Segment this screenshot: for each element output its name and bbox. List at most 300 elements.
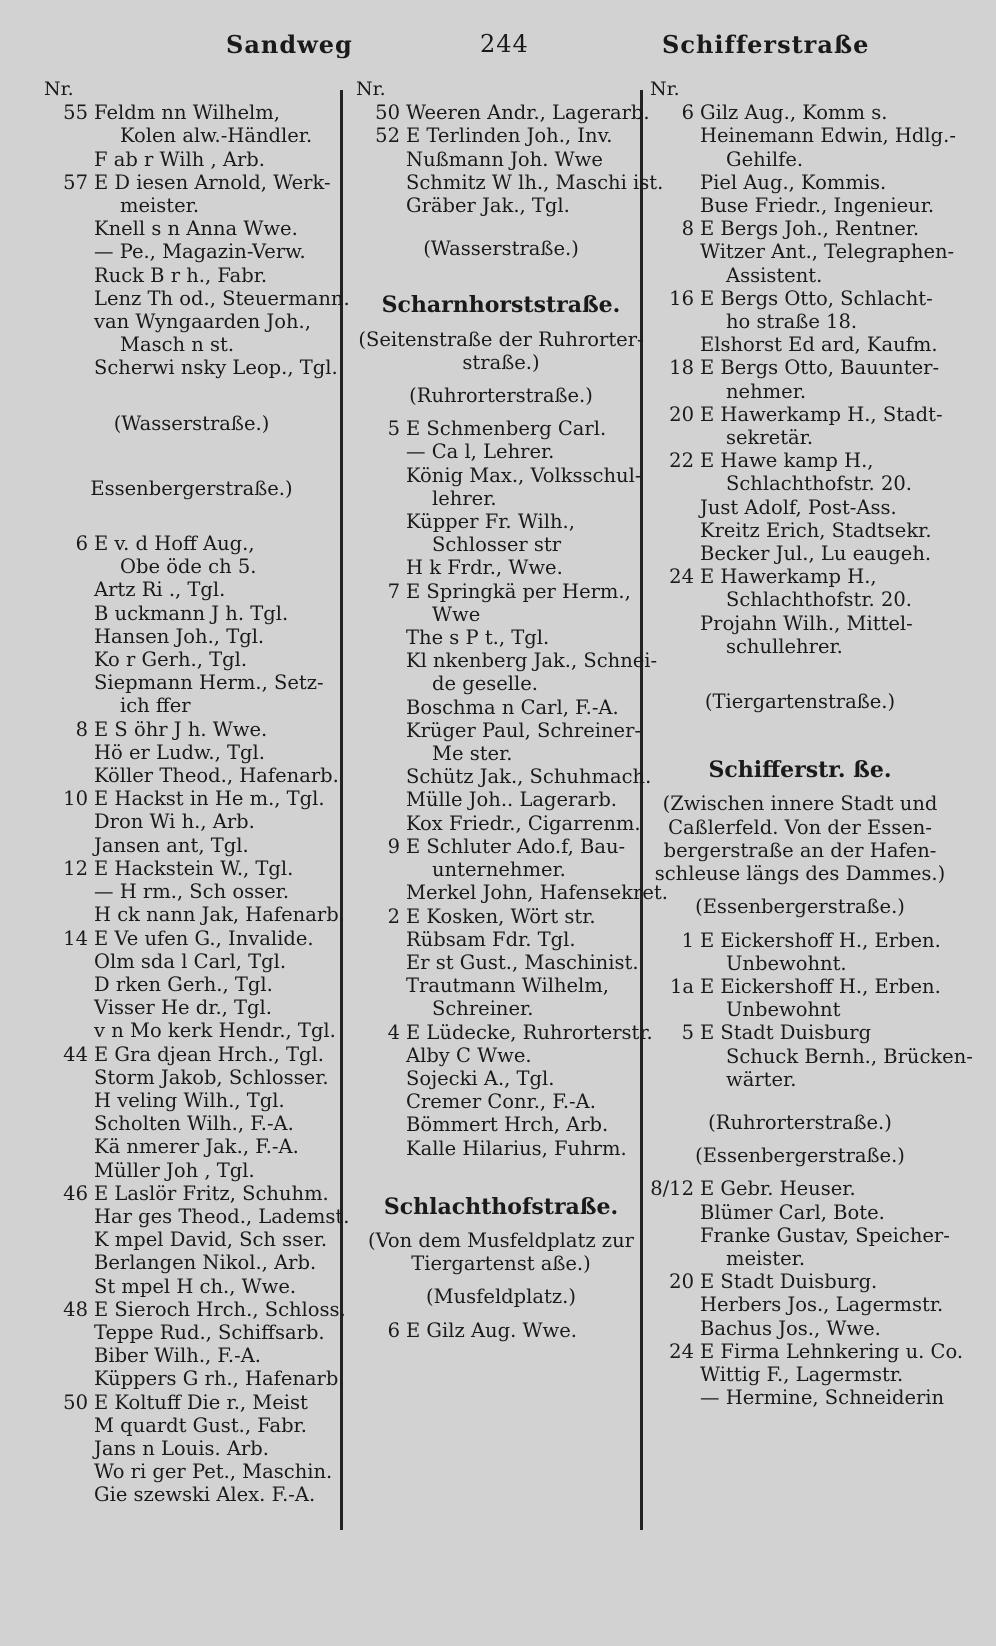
entry-line: Bachus Jos., Wwe. (700, 1316, 881, 1340)
cross-street-marker: (Wasserstraße.) (423, 237, 579, 261)
directory-entry (44, 810, 339, 833)
house-number (356, 148, 406, 171)
entry-line: H veling Wilh., Tgl. (94, 1088, 285, 1112)
house-number (356, 974, 406, 1020)
entry-text (406, 1021, 653, 1044)
entry-text (406, 928, 646, 951)
house-number (356, 626, 406, 649)
entry-text (94, 1298, 346, 1321)
entry-text (700, 929, 950, 975)
entry-line: Assistent. (726, 263, 823, 287)
house-number (44, 1460, 94, 1483)
house-number (44, 310, 94, 356)
entry-line: St mpel H ch., Wwe. (94, 1274, 297, 1298)
entry-line: Jansen ant, Tgl. (94, 833, 249, 857)
entry-text (700, 1177, 950, 1200)
house-number (356, 440, 406, 463)
directory-entry (44, 1391, 339, 1414)
house-number: 22 (669, 449, 694, 473)
entry-line: Knell s n Anna Wwe. (94, 217, 298, 241)
entry-text (94, 1182, 339, 1205)
house-number (356, 464, 406, 510)
directory-entry (44, 1414, 339, 1437)
entry-line: M quardt Gust., Fabr. (94, 1413, 307, 1437)
directory-entry (44, 764, 339, 787)
entry-line: Me ster. (432, 742, 513, 766)
entry-line: meister. (726, 1246, 806, 1270)
entry-line: sekretär. (726, 426, 814, 450)
entry-text (94, 764, 339, 787)
directory-entry (650, 1363, 950, 1386)
directory-entry (356, 170, 664, 194)
entry-text (94, 171, 339, 217)
house-number (44, 810, 94, 833)
entry-line: Rübsam Fdr. Tgl. (406, 927, 576, 951)
header-right-street: Schifferstraße (662, 30, 870, 59)
page-number: 244 (480, 30, 529, 58)
entry-text (94, 973, 339, 996)
directory-entry (44, 880, 339, 903)
directory-entry (44, 927, 339, 950)
entry-text (406, 580, 646, 626)
house-number (44, 1135, 94, 1158)
entry-text (94, 532, 339, 578)
entry-line: Küpper Fr. Wilh., (406, 510, 575, 534)
entry-line: E Laslör Fritz, Schuhm. (94, 1181, 329, 1205)
house-number (44, 1112, 94, 1135)
entry-text (406, 835, 646, 881)
house-number (44, 834, 94, 857)
directory-entry (356, 1137, 646, 1160)
directory-entry (44, 1089, 339, 1112)
entry-text (700, 124, 956, 170)
house-number (356, 812, 406, 835)
entry-text (700, 217, 950, 240)
directory-entry (44, 1275, 339, 1298)
entry-text (700, 1363, 950, 1386)
entry-text (700, 1201, 950, 1224)
entry-text (406, 719, 646, 765)
entry-line: Herbers Jos., Lagermstr. (700, 1293, 944, 1317)
house-number (44, 148, 94, 171)
entry-line: K mpel David, Sch sser. (94, 1228, 328, 1252)
street-heading: Schifferstr. ße. (708, 757, 892, 784)
entry-line: Obe öde ch 5. (120, 555, 257, 579)
directory-entry (44, 973, 339, 996)
house-number (650, 496, 700, 519)
entry-text (94, 1321, 339, 1344)
directory-entry (356, 194, 646, 217)
entry-line: — Pe., Magazin-Verw. (94, 240, 306, 264)
directory-entry (44, 1204, 350, 1228)
entry-line: Trautmann Wilhelm, (406, 974, 609, 998)
house-number (356, 556, 406, 579)
house-number (356, 1044, 406, 1067)
directory-entry (650, 333, 950, 356)
house-number (44, 217, 94, 240)
entry-line: Piel Aug., Kommis. (700, 170, 887, 194)
directory-entry (44, 903, 345, 927)
house-number (44, 356, 94, 379)
entry-line: nehmer. (726, 379, 807, 403)
entry-text (700, 975, 950, 1021)
directory-entry (650, 1177, 950, 1200)
entry-text (406, 440, 646, 463)
house-number (650, 171, 700, 194)
entry-line: Scholten Wilh., F.-A. (94, 1112, 294, 1136)
entry-line: Elshorst Ed ard, Kaufm. (700, 333, 938, 357)
house-number: 5 (387, 417, 400, 441)
entry-text (94, 217, 339, 240)
entry-line: Gehilfe. (726, 147, 804, 171)
entry-text (406, 626, 646, 649)
cross-street-marker: (Essenbergerstraße.) (695, 1144, 905, 1168)
house-number (44, 996, 94, 1019)
entry-text (94, 1089, 339, 1112)
entry-line: Gräber Jak., Tgl. (406, 194, 570, 218)
directory-entry (44, 1043, 339, 1066)
entry-line: E Hawerkamp H., Stadt- (700, 402, 943, 426)
directory-entry (650, 1386, 950, 1409)
directory-entry (356, 928, 646, 951)
house-number (44, 1019, 94, 1042)
entry-text (700, 1224, 950, 1270)
street-description (356, 1229, 646, 1275)
entry-line: E S öhr J h. Wwe. (94, 717, 268, 741)
house-number: 5 (681, 1021, 694, 1045)
house-number: 6 (387, 1318, 400, 1342)
entry-text (700, 171, 950, 194)
entry-line: Krüger Paul, Schreiner- (406, 718, 641, 742)
directory-entry (44, 217, 339, 240)
entry-text (94, 310, 339, 356)
entry-line: Merkel John, Hafensekret. (406, 881, 668, 905)
entry-text (700, 496, 950, 519)
directory-entry (44, 171, 339, 217)
street-heading: Schlachthofstraße. (383, 1193, 619, 1220)
house-number (44, 264, 94, 287)
entry-line: E Lüdecke, Ruhrorterstr. (406, 1020, 653, 1044)
cross-street-marker: (Essenbergerstraße.) (695, 895, 905, 919)
entry-text (94, 950, 339, 973)
directory-entry (650, 496, 950, 519)
description-line: (Seitenstraße der Ruhrorter- (358, 327, 644, 351)
entry-line: E D iesen Arnold, Werk- (94, 170, 331, 194)
column-middle (356, 78, 668, 1342)
directory-entry (650, 287, 950, 333)
entry-line: Köller Theod., Hafenarb. (94, 764, 339, 788)
entry-line: — Hermine, Schneiderin (700, 1386, 945, 1410)
entry-line: Siepmann Herm., Setz- (94, 671, 324, 695)
entry-text (94, 834, 339, 857)
description-line: bergerstraße an der Hafen- (663, 838, 937, 862)
house-number (44, 240, 94, 263)
entry-text (94, 1367, 345, 1390)
entry-line: Wwe (432, 602, 481, 626)
house-number (44, 1483, 94, 1506)
house-number: 52 (375, 124, 400, 148)
entry-text (94, 1159, 339, 1182)
entry-text (406, 1113, 646, 1136)
entry-line: Gie szewski Alex. F.-A. (94, 1483, 316, 1507)
house-number (356, 1113, 406, 1136)
entry-text (700, 565, 950, 611)
entry-text (406, 1137, 646, 1160)
entry-line: E Bergs Otto, Schlacht- (700, 286, 933, 310)
entry-text (94, 1414, 339, 1437)
entry-line: Schuck Bernh., Brücken- (726, 1044, 973, 1068)
entry-text (700, 519, 950, 542)
entry-line: Unbewohnt (726, 998, 841, 1022)
directory-entry (44, 741, 339, 764)
entry-text (94, 1205, 349, 1228)
spacer (44, 380, 339, 402)
entry-line: D rken Gerh., Tgl. (94, 972, 273, 996)
directory-entry (356, 1319, 646, 1342)
house-number (650, 612, 700, 658)
entry-text (700, 403, 950, 449)
directory-entry (650, 449, 950, 495)
house-number: 1a (669, 974, 694, 998)
directory-entry (650, 403, 950, 449)
entry-line: E Gebr. Heuser. (700, 1177, 856, 1201)
directory-entry (356, 696, 646, 719)
entry-line: Ruck B r h., Fabr. (94, 263, 268, 287)
entry-line: E Koltuff Die r., Meist (94, 1390, 308, 1414)
entry-line: Schlosser str (432, 533, 562, 557)
directory-entry (44, 1182, 339, 1205)
entry-line: E Terlinden Joh., Inv. (406, 124, 613, 148)
entry-text (94, 602, 339, 625)
directory-entry (356, 148, 646, 171)
directory-entry (356, 556, 646, 579)
directory-entry (44, 264, 339, 287)
house-number (44, 287, 94, 310)
entry-text (406, 124, 646, 147)
entry-line: ho straße 18. (726, 310, 858, 334)
directory-entry (44, 1112, 339, 1135)
house-number (650, 124, 700, 170)
house-number (650, 1363, 700, 1386)
entry-text (94, 1066, 339, 1089)
entry-line: Biber Wilh., F.-A. (94, 1344, 261, 1368)
house-number (650, 194, 700, 217)
directory-entry (356, 649, 658, 696)
entry-text (94, 1043, 339, 1066)
directory-entry (650, 217, 950, 240)
house-number (650, 1201, 700, 1224)
directory-entry (650, 101, 950, 124)
entry-line: van Wyngaarden Joh., (94, 310, 311, 334)
directory-entry (44, 1297, 346, 1321)
spacer (650, 658, 950, 680)
entry-text (700, 356, 950, 402)
directory-entry (356, 580, 646, 626)
spacer (356, 217, 646, 227)
entry-text (94, 1019, 339, 1042)
entry-text (94, 927, 339, 950)
entry-line: Heinemann Edwin, Hdlg.- (700, 124, 956, 148)
house-number: 16 (669, 286, 694, 310)
entry-line: — H rm., Sch osser. (94, 880, 290, 904)
house-number: 46 (63, 1181, 88, 1205)
entry-text (406, 649, 657, 695)
house-number (356, 510, 406, 556)
entry-line: Becker Jul., Lu eaugeh. (700, 542, 932, 566)
directory-entry (356, 1090, 646, 1113)
directory-entry (44, 1437, 339, 1460)
entry-line: E Sieroch Hrch., Schloss. (94, 1297, 346, 1321)
directory-entry (44, 602, 339, 625)
entry-text (94, 903, 345, 926)
entry-text (406, 194, 646, 217)
entry-line: lehrer. (432, 486, 497, 510)
entry-text (406, 881, 668, 904)
entry-line: E Firma Lehnkering u. Co. (700, 1339, 964, 1363)
entry-line: Kalle Hilarius, Fuhrm. (406, 1136, 627, 1160)
house-number: 18 (669, 356, 694, 380)
house-number (44, 973, 94, 996)
directory-entry (356, 719, 646, 765)
house-number (650, 519, 700, 542)
directory-entry (650, 1293, 950, 1316)
directory-entry (356, 440, 646, 463)
entry-line: Har ges Theod., Lademst. (94, 1204, 350, 1228)
directory-entry (650, 356, 950, 402)
entry-text (94, 718, 339, 741)
entry-text (700, 287, 950, 333)
entry-line: Hö er Ludw., Tgl. (94, 740, 265, 764)
entry-text (94, 787, 339, 810)
column-right (650, 78, 973, 1410)
directory-entry (44, 1251, 339, 1274)
entry-text (700, 1270, 950, 1293)
entry-line: Feldm nn Wilhelm, (94, 101, 280, 125)
description-line: Tiergartenst aße.) (411, 1252, 591, 1276)
entry-text (406, 788, 646, 811)
directory-entry (650, 929, 950, 975)
entry-line: Schreiner. (432, 997, 534, 1021)
directory-entry (356, 881, 668, 905)
directory-entry (44, 1228, 339, 1251)
directory-entry (44, 648, 339, 671)
entry-line: Schmitz W lh., Maschi ist. (406, 170, 664, 194)
entry-line: ich ffer (120, 694, 191, 718)
entry-text (94, 880, 339, 903)
entry-line: Schlachthofstr. 20. (726, 472, 912, 496)
entry-text (406, 1044, 646, 1067)
house-number: 55 (63, 101, 88, 125)
entry-line: Teppe Rud., Schiffsarb. (94, 1320, 325, 1344)
house-number: 10 (63, 787, 88, 811)
cross-street-marker: (Tiergartenstraße.) (704, 690, 896, 714)
house-number (356, 719, 406, 765)
directory-entry (44, 1344, 339, 1367)
directory-entry (44, 1066, 339, 1089)
entry-line: meister. (120, 194, 200, 218)
directory-entry (44, 286, 350, 310)
directory-entry (44, 787, 339, 810)
directory-entry (650, 519, 950, 542)
entry-line: H ck nann Jak, Hafenarb. (94, 903, 345, 927)
directory-entry (650, 1317, 950, 1340)
entry-text (700, 1021, 973, 1091)
entry-text (94, 1275, 339, 1298)
entry-text (700, 449, 950, 495)
entry-line: — Ca l, Lehrer. (406, 440, 555, 464)
house-number: 14 (63, 926, 88, 950)
column-left (44, 78, 350, 1507)
directory-entry (356, 905, 646, 928)
entry-line: E v. d Hoff Aug., (94, 532, 255, 556)
house-number (356, 928, 406, 951)
entry-text (406, 765, 651, 788)
house-number (356, 951, 406, 974)
house-number (356, 881, 406, 904)
entry-line: Storm Jakob, Schlosser. (94, 1065, 329, 1089)
directory-entry (44, 671, 339, 717)
house-number (44, 1228, 94, 1251)
house-number (44, 1205, 94, 1228)
description-line: (Zwischen innere Stadt und (662, 792, 938, 816)
entry-line: Schütz Jak., Schuhmach. (406, 765, 652, 789)
entry-line: Kreitz Erich, Stadtsekr. (700, 518, 932, 542)
entry-text (94, 356, 339, 379)
entry-text (406, 974, 646, 1020)
directory-entry (356, 464, 646, 510)
entry-line: Wittig F., Lagermstr. (700, 1362, 904, 1386)
entry-line: Gilz Aug., Komm s. (700, 101, 888, 125)
directory-entry (356, 417, 646, 440)
entry-text (94, 240, 339, 263)
directory-entry (44, 1460, 339, 1483)
column-heading-nr: Nr. (44, 78, 74, 100)
entry-text (94, 1135, 339, 1158)
entry-text (700, 194, 950, 217)
house-number (44, 671, 94, 717)
column-heading-nr: Nr. (356, 78, 386, 100)
entry-text (94, 264, 339, 287)
description-line: schleuse längs des Dammes.) (654, 862, 946, 886)
directory-entry (650, 171, 950, 194)
entry-line: wärter. (726, 1067, 797, 1091)
house-number (356, 1090, 406, 1113)
entry-line: Projahn Wilh., Mittel- (700, 611, 913, 635)
entry-line: Wo ri ger Pet., Maschin. (94, 1460, 333, 1484)
spacer (356, 1160, 646, 1182)
entry-text (94, 1228, 339, 1251)
directory-entry (356, 1067, 646, 1090)
description-line: Caßlerfeld. Von der Essen- (668, 815, 932, 839)
directory-entry (44, 1483, 339, 1506)
directory-entry (356, 812, 646, 835)
entry-line: E Bergs Otto, Bauunter- (700, 356, 940, 380)
house-number (44, 1367, 94, 1390)
entry-line: v n Mo kerk Hendr., Tgl. (94, 1019, 336, 1043)
house-number: 50 (375, 101, 400, 125)
entry-text (406, 951, 646, 974)
house-number (44, 578, 94, 601)
directory-entry (44, 1019, 339, 1042)
cross-street-marker: (Ruhrorterstraße.) (708, 1110, 892, 1134)
house-number: 6 (681, 101, 694, 125)
house-number (650, 542, 700, 565)
directory-entry (650, 1270, 950, 1293)
entry-line: Boschma n Carl, F.-A. (406, 695, 619, 719)
entry-line: Just Adolf, Post-Ass. (700, 495, 897, 519)
house-number (356, 696, 406, 719)
house-number (356, 194, 406, 217)
